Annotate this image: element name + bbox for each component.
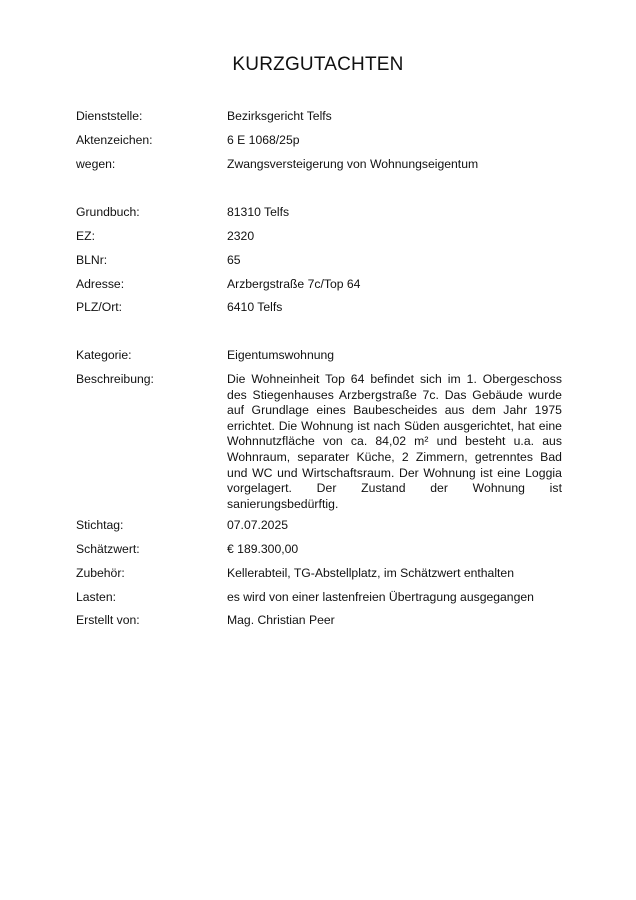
field-value: 6 E 1068/25p — [227, 133, 300, 147]
field-label: Beschreibung: — [76, 372, 154, 386]
field-value: Eigentumswohnung — [227, 348, 335, 362]
field-label: Lasten: — [76, 590, 116, 604]
field-value: 6410 Telfs — [227, 300, 283, 314]
field-value: 07.07.2025 — [227, 518, 288, 532]
field-label: EZ: — [76, 229, 95, 243]
field-label: Dienststelle: — [76, 109, 143, 123]
field-label: wegen: — [76, 157, 116, 171]
field-value: es wird von einer lastenfreien Übertragung ausgegangen — [227, 590, 534, 604]
field-value: Die Wohneinheit Top 64 befindet sich im 1. Obergeschoss des Stiegenhauses Arzbergstraße 7c. Das Gebäude wurde auf Grundlage eines Baubescheides aus dem Jahr 1975 errichtet. Die Wohnung ist nach Süden ausgerichtet, hat eine Wohnnutzfläche von ca. 84,02 m² und besteht u.a. aus Wohnraum, separater Küche, 2 Zimmern, getrenntes Bad und WC und Wirtschaftsraum. Der Wohnung ist eine Loggia vorgelagert. Der Zustand der Wohnung ist sanierungsbedürftig. — [227, 372, 562, 511]
field-value: 2320 — [227, 229, 255, 243]
field-value: Kellerabteil, TG-Abstellplatz, im Schätzwert enthalten — [227, 566, 514, 580]
document-title: KURZGUTACHTEN — [232, 54, 404, 75]
field-label: PLZ/Ort: — [76, 300, 123, 314]
field-value: Bezirksgericht Telfs — [227, 109, 332, 123]
field-value: 65 — [227, 253, 241, 267]
field-label: Aktenzeichen: — [76, 133, 153, 147]
field-label: BLNr: — [76, 253, 108, 267]
field-label: Schätzwert: — [76, 542, 140, 556]
field-label: Adresse: — [76, 277, 125, 291]
field-value: Mag. Christian Peer — [227, 613, 335, 627]
field-value: 81310 Telfs — [227, 205, 290, 219]
field-label: Grundbuch: — [76, 205, 140, 219]
field-value: Zwangsversteigerung von Wohnungseigentum — [227, 157, 479, 171]
field-value: Arzbergstraße 7c/Top 64 — [227, 277, 361, 291]
field-value: € 189.300,00 — [227, 542, 299, 556]
field-label: Stichtag: — [76, 518, 124, 532]
field-label: Zubehör: — [76, 566, 125, 580]
field-label: Kategorie: — [76, 348, 132, 362]
field-label: Erstellt von: — [76, 613, 140, 627]
